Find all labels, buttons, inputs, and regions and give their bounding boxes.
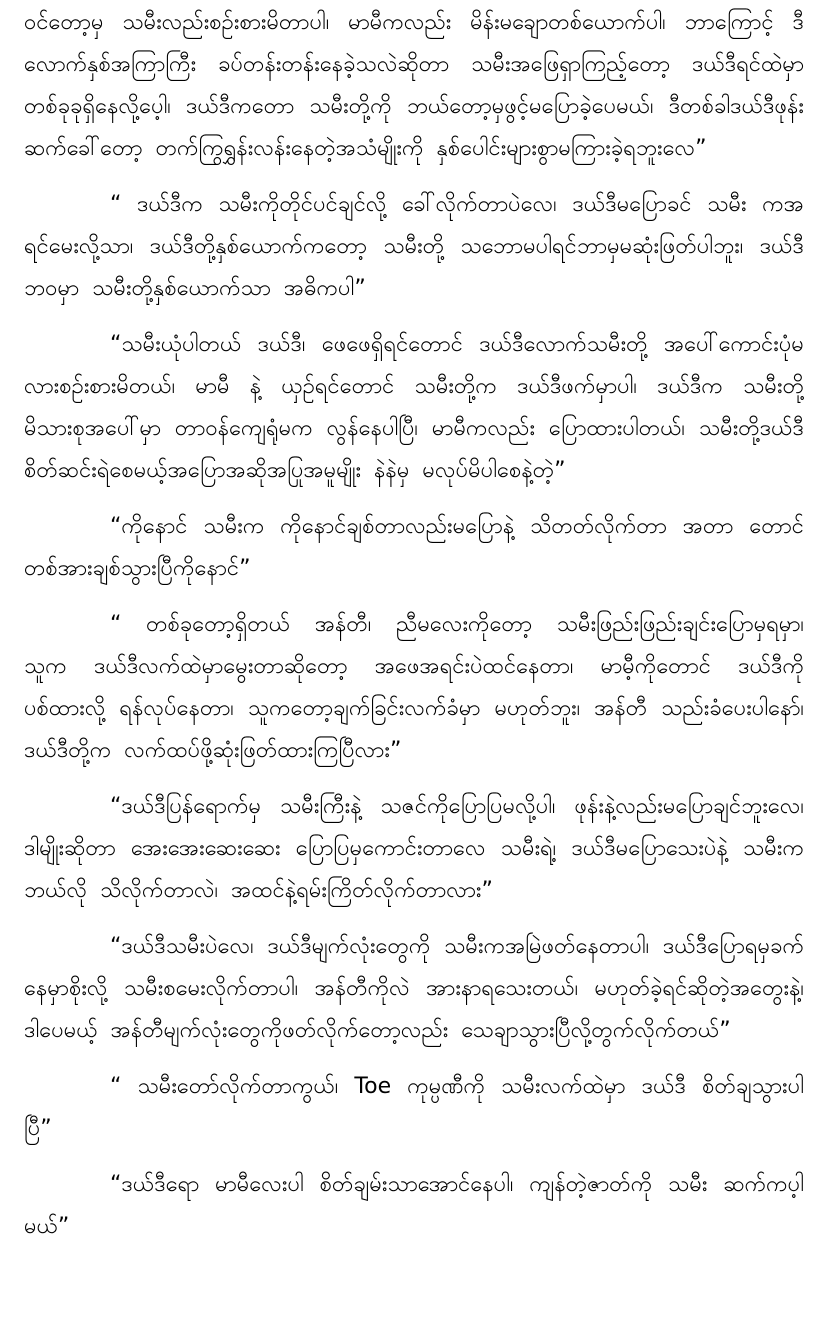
paragraph-4: “ကိုနောင် သမီးက ကိုနောင်ချစ်တာလည်းမပြောနဲ့ သိတတ်လိုက်တာ အတာ တောင်တစ်အားချစ်သွားပြီကိုနောင်” <box>24 514 804 581</box>
paragraph-8: “ သမီးတော်လိုက်တာကွယ်၊ Toe ကုမ္ပဏီကို သမီးလက်ထဲမှာ ဒယ်ဒီ စိတ်ချသွားပါပြီ” <box>24 1074 804 1141</box>
paragraph-6: “ဒယ်ဒီပြန်ရောက်မှ သမီးကြီးနဲ့ သဇင်ကိုပြောပြမလို့ပါ၊ ဖုန်းနဲ့လည်းမပြောချင်ဘူးလေ၊ ဒါမျိုးဆိုတာ အေးအေးဆေးဆေး ပြောပြမှကောင်းတာလေ သမီးရဲ့၊ ဒယ်ဒီမပြောသေးပဲနဲ့ သမီးက ဘယ်လို သိလိုက်တာလဲ၊ အထင်နဲ့ရမ်းကြိတ်လိုက်တာလား” <box>24 794 804 903</box>
paragraph-7: “ဒယ်ဒီသမီးပဲလေ၊ ဒယ်ဒီမျက်လုံးတွေကို သမီးကအမြဲဖတ်နေတာပါ၊ ဒယ်ဒီပြောရမှခက်နေမှာစိုးလို့ သမီးစမေးလိုက်တာပါ၊ အန်တီကိုလဲ အားနာရသေးတယ်၊ မဟုတ်ခဲ့ရင်ဆိုတဲ့အတွေးနဲ့၊ ဒါပေမယ့် အန်တီမျက်လုံးတွေကိုဖတ်လိုက်တော့လည်း သေချာသွားပြီလို့တွက်လိုက်တယ်” <box>24 934 804 1043</box>
paragraph-5: “ တစ်ခုတော့ရှိတယ် အန်တီ၊ ညီမလေးကိုတော့ သမီးဖြည်းဖြည်းချင်းပြောမှရမှာ၊ သူက ဒယ်ဒီလက်ထဲမှာမွေးတာဆိုတော့ အဖေအရင်းပဲထင်နေတာ၊ မာမီ့ကိုတောင် ဒယ်ဒီကိုပစ်ထားလို့ ရန်လုပ်နေတာ၊ သူကတော့ချက်ခြင်းလက်ခံမှာ မဟုတ်ဘူး၊ အန်တီ သည်းခံပေးပါနော်၊ ဒယ်ဒီတို့က လက်ထပ်ဖို့ဆုံးဖြတ်ထားကြပြီလား” <box>24 612 804 763</box>
paragraph-3: “သမီးယုံပါတယ် ဒယ်ဒီ၊ ဖေဖေရှိရင်တောင် ဒယ်ဒီလောက်သမီးတို့ အပေါ်ကောင်းပုံမလားစဉ်းစားမိတယ်၊ မာမီ နဲ့ ယှဉ်ရင်တောင် သမီးတို့က ဒယ်ဒီဖက်မှာပါ၊ ဒယ်ဒီက သမီးတို့မိသားစုအပေါ်မှာ တာဝန်ကျေရုံမက လွန်နေပါပြီ၊ မာမီကလည်း ပြောထားပါတယ်၊ သမီးတို့ဒယ်ဒီ စိတ်ဆင်းရဲစေမယ့်အပြောအဆိုအပြုအမူမျိုး နဲနဲမှ မလုပ်မိပါစေနဲ့တဲ့” <box>24 332 804 483</box>
paragraph-1: ဝင်တော့မှ သမီးလည်းစဉ်းစားမိတာပါ၊ မာမီကလည်း မိန်းမချောတစ်ယောက်ပါ၊ ဘာကြောင့် ဒီလောက်နှစ်အကြာကြီး ခပ်တန်းတန်းနေခဲ့သလဲဆိုတာ သမီးအဖြေရှာကြည့်တော့ ဒယ်ဒီရင်ထဲမှာ တစ်ခုခုရှိနေလို့ပေ့ါ၊ ဒယ်ဒီကတော သမီးတို့ကို ဘယ်တော့မှဖွင့်မပြောခဲ့ပေမယ်၊ ဒီတစ်ခါဒယ်ဒီဖုန်းဆက်ခေါ်တော့ တက်ကြွရွှန်းလန်းနေတဲ့အသံမျိုးကို နှစ်ပေါင်းများစွာမကြားခဲ့ရဘူးလေ” <box>24 10 804 161</box>
paragraph-2: “ ဒယ်ဒီက သမီးကိုတိုင်ပင်ချင်လို့ ခေါ်လိုက်တာပဲလေ၊ ဒယ်ဒီမပြောခင် သမီး ကအရင်မေးလို့သာ၊ ဒယ်ဒီတို့နှစ်ယောက်ကတော့ သမီးတို့ သဘောမပါရင်ဘာမှမဆုံးဖြတ်ပါဘူး၊ ဒယ်ဒီဘဝမှာ သမီးတို့နှစ်ယောက်သာ အဓိကပါ” <box>24 192 804 301</box>
paragraph-9: “ဒယ်ဒီရော မာမီလေးပါ စိတ်ချမ်းသာအောင်နေပါ၊ ကျန်တဲ့ဇာတ်ကို သမီး ဆက်ကပ့ါမယ်” <box>24 1172 804 1239</box>
